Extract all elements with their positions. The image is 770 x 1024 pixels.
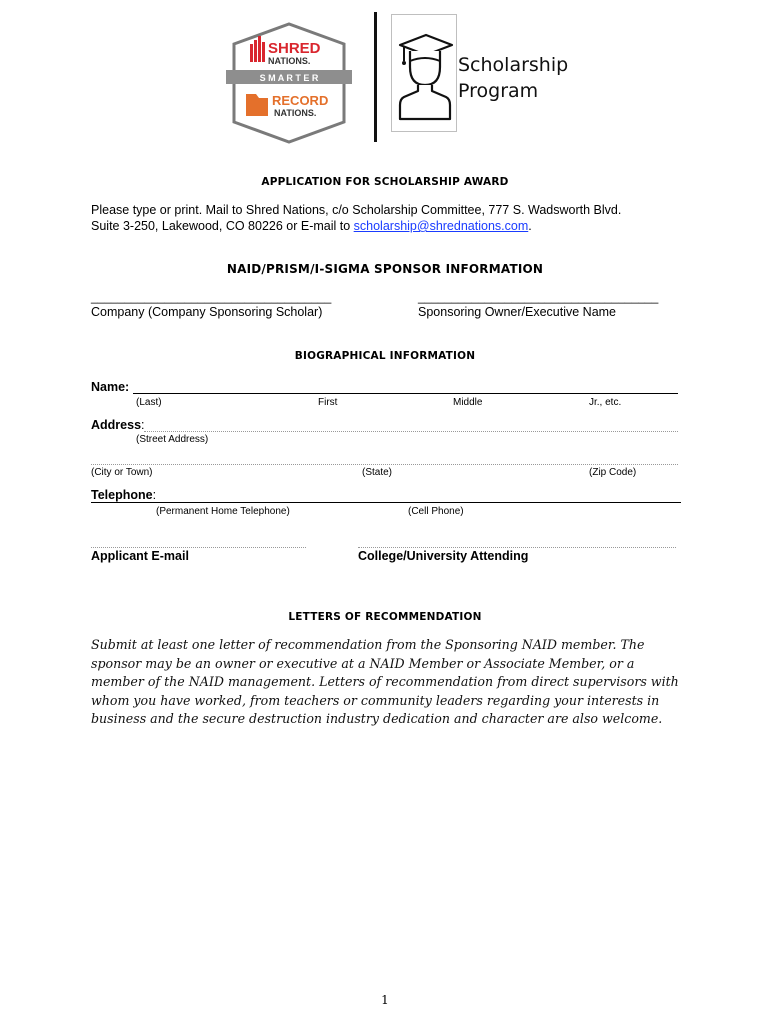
applicant-email-field[interactable] [91,547,306,548]
street-address-label: (Street Address) [136,434,209,445]
bio-heading: BIOGRAPHICAL INFORMATION [294,350,476,362]
name-field[interactable] [133,393,678,394]
logo-nations-bottom: NATIONS. [274,108,317,118]
telephone-label-text: Telephone [91,488,153,502]
name-first-label: First [318,397,338,408]
home-phone-label: (Permanent Home Telephone) [156,506,290,517]
intro-line2-prefix: Suite 3-250, Lakewood, CO 80226 or E-mail to [91,219,354,233]
city-state-zip-field[interactable] [91,464,678,465]
owner-field[interactable]: ____________________________________ [418,290,659,304]
program-title [458,52,568,104]
logo-smarter: S M A R T E R [259,73,319,83]
graduate-icon [392,15,456,131]
city-label: (City or Town) [91,467,153,478]
telephone-field[interactable] [91,502,681,503]
program-title-line1: Scholarship [458,54,569,76]
name-suffix-label: Jr., etc. [589,397,622,408]
street-address-field[interactable] [144,431,678,432]
company-field[interactable]: ____________________________________ [91,290,332,304]
cell-phone-label: (Cell Phone) [408,506,464,517]
zip-label: (Zip Code) [589,467,637,478]
telephone-label [91,488,156,502]
logo-record: RECORD [272,93,329,108]
form-title: APPLICATION FOR SCHOLARSHIP AWARD [261,176,509,188]
letters-body: Submit at least one letter of recommendation from the Sponsoring NAID member. The sponsor may be an owner or executive at a NAID Member or Associate Member, or a member of the NAID management. Letters of recommendation from direct supervisors with whom you have worked, from teachers or community leaders regarding your interests in business and the secure destruction industry dedication and character are also welcome. [91,637,679,726]
graduate-icon-box [391,14,457,132]
logo-nations-top: NATIONS. [268,56,311,66]
shred-nations-logo [224,22,354,144]
intro-line2 [91,218,711,234]
name-last-label: (Last) [136,397,162,408]
telephone-colon: : [152,488,157,502]
name-label: Name: [91,380,130,394]
state-label: (State) [362,467,393,478]
address-colon: : [141,418,145,432]
logo-shred: SHRED [268,40,321,57]
applicant-email-label: Applicant E-mail [91,549,189,563]
scholarship-email-link[interactable]: scholarship@shrednations.com [353,219,529,233]
address-label-text: Address [91,418,142,432]
college-label: College/University Attending [358,549,529,563]
company-label: Company (Company Sponsoring Scholar) [91,305,323,319]
intro-text [91,202,711,234]
page-number: 1 [381,993,389,1007]
intro-line1: Please type or print. Mail to Shred Nations, c/o Scholarship Committee, 777 S. Wadsworth Blvd. [91,203,622,217]
sponsor-heading: NAID/PRISM/I-SIGMA SPONSOR INFORMATION [226,262,544,276]
intro-line2-suffix: . [528,219,532,233]
college-field[interactable] [358,547,676,548]
letters-heading: LETTERS OF RECOMMENDATION [288,611,482,623]
name-middle-label: Middle [453,397,483,408]
address-label [91,418,145,432]
program-title-line2: Program [458,80,539,102]
header-divider [374,12,377,142]
owner-label: Sponsoring Owner/Executive Name [418,305,617,319]
